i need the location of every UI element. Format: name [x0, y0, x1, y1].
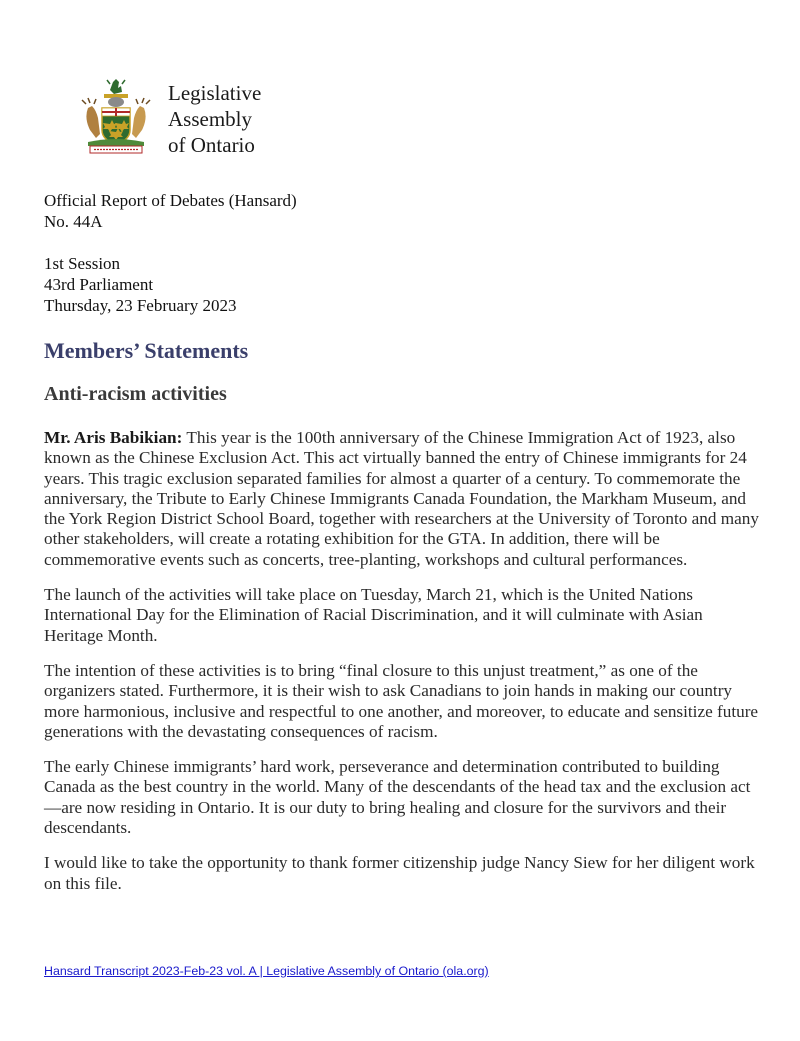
organization-name: [168, 80, 261, 158]
sitting-date: Thursday, 23 February 2023: [44, 296, 237, 315]
paragraph-1-text: This year is the 100th anniversary of the Chinese Immigration Act of 1923, also known as the Chinese Exclusion Act. This act virtually banned the entry of Chinese immigrants for 24 years. This tragic exclusion separated families for almost a quarter of a century. To commemorate the anniversary, the Tribute to Early Chinese Immigrants Canada Foundation, the Markham Museum, and the York Region District School Board, together with researchers at the University of Toronto and many other stakeholders, will create a rotating exhibition for the GTA. In addition, there will be commemorative events such as concerts, tree-planting, workshops and cultural performances.: [44, 428, 759, 569]
paragraph-1: [44, 428, 760, 570]
header: [80, 78, 380, 158]
parliament: 43rd Parliament: [44, 275, 154, 294]
session: 1st Session: [44, 254, 121, 273]
statement-body: [44, 428, 760, 909]
speaker-name: Mr. Aris Babikian:: [44, 428, 183, 447]
coat-of-arms-logo: [80, 78, 152, 156]
org-name-line-1: Legislative: [168, 81, 262, 105]
report-metadata: [44, 190, 297, 316]
report-number: No. 44A: [44, 212, 103, 231]
section-title: Members’ Statements: [44, 338, 249, 363]
hansard-transcript-link[interactable]: Hansard Transcript 2023-Feb-23 vol. A | Legislative Assembly of Ontario (ola.org): [44, 964, 489, 978]
paragraph-5: I would like to take the opportunity to thank former citizenship judge Nancy Siew for her diligent work on this file.: [44, 853, 755, 893]
paragraph-2: The launch of the activities will take place on Tuesday, March 21, which is the United Nations International Day for the Elimination of Racial Discrimination, and it will culminate with Asian Heritage Month.: [44, 585, 703, 645]
org-name-line-2: Assembly: [168, 107, 252, 131]
statement-heading: Anti-racism activities: [44, 383, 227, 405]
paragraph-3: The intention of these activities is to bring “final closure to this unjust treatment,” as one of the organizers stated. Furthermore, it is their wish to ask Canadians to join hands in making our country more harmonious, inclusive and respectful to one another, and moreover, to educate and sensitize future generations with the devastating consequences of racism.: [44, 660, 759, 741]
paragraph-4: The early Chinese immigrants’ hard work, perseverance and determination contributed to building Canada as the best country in the world. Many of the descendants of the head tax and the exclusion act—are now residing in Ontario. It is our duty to bring healing and closure for the survivors and their descendants.: [44, 757, 751, 838]
org-name-line-3: of Ontario: [168, 133, 255, 157]
report-title: Official Report of Debates (Hansard): [44, 191, 297, 210]
